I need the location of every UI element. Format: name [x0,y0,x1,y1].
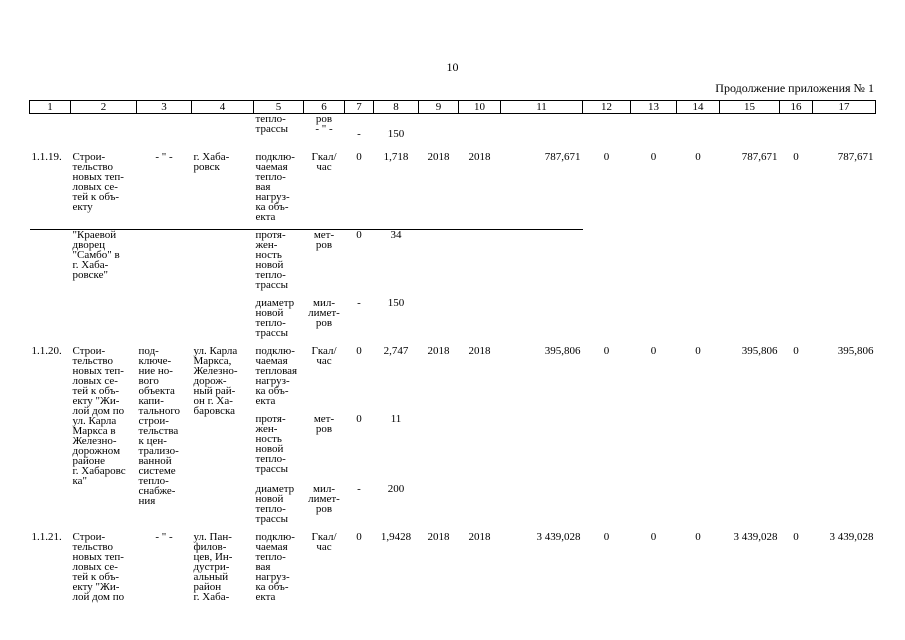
cell: 1.1.20. [31,344,62,357]
header-col: 14 [677,101,720,114]
cell: мет- ров [304,230,345,298]
header-col: 9 [419,101,459,114]
cell: 1.1.21. [31,530,62,543]
cell: 2018 [427,530,450,543]
cell: 1,718 [383,150,409,163]
cell: 395,806 [741,344,778,357]
header-col: 10 [459,101,501,114]
cell: 787,671 [837,150,874,163]
cell: 2018 [468,530,491,543]
cell: г. Хаба- ровск [193,150,230,173]
continuation-label: Продолжение приложения № 1 [715,81,874,95]
cell: 0 [793,530,799,543]
cell [374,346,419,532]
header-col: 16 [780,101,813,114]
header-col: 15 [720,101,780,114]
cell: "Краевой дворец "Самбо" в г. Хаба- ровске" [71,230,137,298]
cell: 0 [356,530,362,543]
cell: ул. Карла Маркса, Железно- дорож- ный рай- он г. Ха- баровска [193,344,238,417]
cell-text: мил- лимет- ров [308,482,340,515]
cell: 150 [387,296,405,309]
cell: - " - [155,150,173,163]
cell: 395,806 [837,344,874,357]
cell: 0 [650,344,657,357]
cell: - [357,296,361,309]
cell: 0 [793,150,799,163]
table-row [30,532,876,612]
cell-text: Гкал/ час [311,344,337,367]
cell-text: 200 [387,482,405,495]
cell: 34 [374,230,419,298]
cell-text: - [357,482,361,495]
header-col: 8 [374,101,419,114]
table-row [30,230,876,298]
cell: 3 439,028 [829,530,874,543]
cell-text: диаметр новой тепло- трассы [255,482,295,525]
cell: 0 [650,150,657,163]
cell [345,346,374,532]
cell: Строи- тельство новых теп- ловых се- тей к объ- екту "Жи- лой дом по ул. Карла Маркса в Железно- дорожном районе г. Хабаровс ка" [72,344,126,487]
table-row [30,346,876,532]
cell: 787,671 [741,150,778,163]
cell-text: мет- ров [313,412,335,435]
cell: 2018 [427,150,450,163]
cell: под- ключе- ние но- вого объекта капи- тального строи- тельства к цен- трализо- ванной системе тепло- снабже- ния [138,344,181,507]
cell: Гкал/ час [311,530,337,553]
cell: - [357,128,361,140]
header-col: 12 [583,101,631,114]
cell: 0 [695,150,701,163]
cell: 1,9428 [380,530,412,543]
cell: 0 [603,344,610,357]
cell: 0 [603,530,610,543]
header-row [30,101,876,114]
cell-text: 11 [390,412,402,425]
header-col: 11 [501,101,583,114]
cell: 150 [387,128,405,140]
cell: мил- лимет- ров [308,296,340,329]
page-number: 10 [446,60,459,74]
cell: 2018 [468,344,491,357]
cell-text: 0 [356,344,362,357]
cell: 0 [695,530,701,543]
cell: тепло- трассы [255,113,288,135]
cell: 0 [356,150,362,163]
cell-text: - " - [315,123,333,135]
cell: 0 [650,530,657,543]
cell: 787,671 [544,150,581,163]
header-col: 17 [813,101,876,114]
table-row [30,298,876,346]
cell [304,346,345,532]
cell: 2018 [468,150,491,163]
table-row [30,114,876,152]
cell-text: 0 [356,412,362,425]
cell: диаметр новой тепло- трассы [255,296,295,339]
cell-text: 2,747 [383,344,409,357]
cell [254,346,304,532]
header-col: 1 [30,101,71,114]
cell: 0 [695,344,701,357]
cell: 0 [345,230,374,298]
cell: 2018 [427,344,450,357]
cell: подклю- чаемая тепло- вая нагруз- ка объ- екта [255,150,295,223]
table-row [30,152,876,230]
cell-text: подклю- чаемая тепловая нагруз- ка объ- екта [255,344,298,407]
cell: 3 439,028 [733,530,778,543]
cell-text: протя- жен- ность новой тепло- трассы [255,412,288,475]
appendix-table [29,100,876,612]
header-col: 6 [304,101,345,114]
cell: 395,806 [544,344,581,357]
header-col: 7 [345,101,374,114]
cell [304,114,345,152]
cell: протя- жен- ность новой тепло- трассы [254,230,304,298]
cell: Гкал/ час [311,150,337,173]
cell: 1.1.19. [31,150,62,163]
cell: - " - [155,530,173,543]
cell: Строи- тельство новых теп- ловых се- тей к объ- екту "Жи- лой дом по [72,530,125,603]
header-col: 3 [137,101,192,114]
cell: 0 [793,344,799,357]
cell: ул. Пан- филов- цев, Ин- дустри- альный район г. Хаба- [193,530,233,603]
cell-text: ров [315,113,333,125]
cell: подклю- чаемая тепло- вая нагруз- ка объ- екта [255,530,295,603]
cell: 3 439,028 [536,530,581,543]
header-col: 4 [192,101,254,114]
header-col: 5 [254,101,304,114]
header-col: 13 [631,101,677,114]
cell: 0 [603,150,610,163]
header-col: 2 [71,101,137,114]
cell: Строи- тельство новых теп- ловых се- тей к объ- екту [72,150,124,213]
